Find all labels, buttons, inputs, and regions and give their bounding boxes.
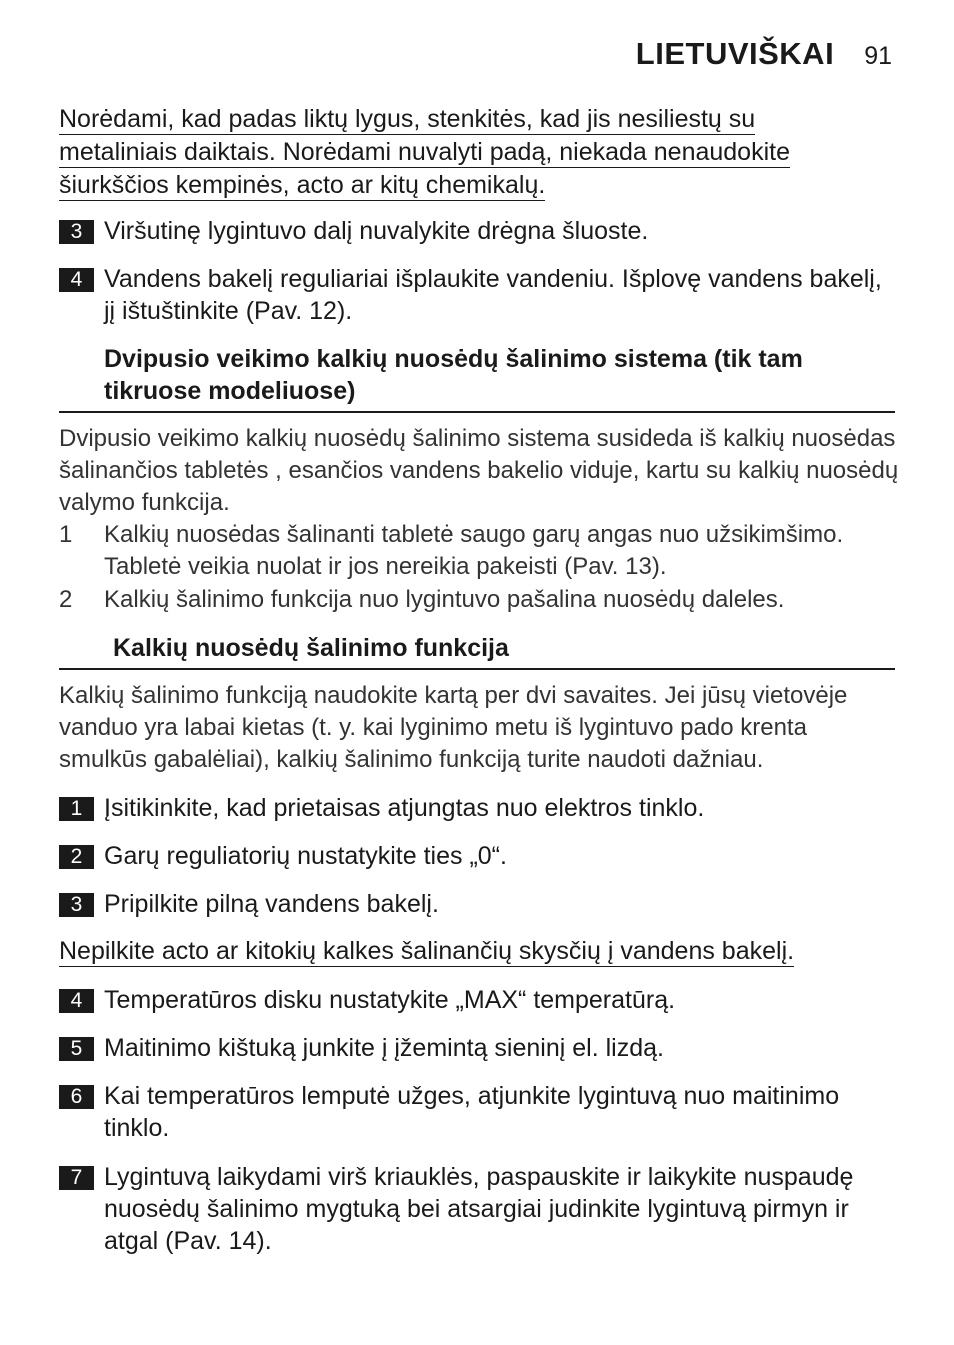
step-number: 2 — [59, 845, 94, 869]
step-7-press-calc-clean — [59, 1161, 899, 1257]
step-number: 5 — [59, 1037, 94, 1061]
section-intro-double-active: Dvipusio veikimo kalkių nuosėdų šalinimo sistema susideda iš kalkių nuosėdas šalinančios tabletės , esančios vandens bakelio viduje, kartu su kalkių nuosėdų valymo funkcija. — [59, 425, 899, 516]
step-number: 4 — [59, 989, 94, 1013]
step-text: Pripilkite pilną vandens bakelį. — [104, 890, 439, 918]
step-3-fill-tank — [59, 888, 899, 920]
step-text: Įsitikinkite, kad prietaisas atjungtas nuo elektros tinklo. — [104, 794, 705, 822]
section-intro-calc-clean: Kalkių šalinimo funkciją naudokite kartą per dvi savaites. Jei jūsų vietovėje vanduo yra labai kietas (t. y. kai lyginimo metu iš lygintuvo pado krenta smulkūs gabalėliai), kalkių šalinimo funkciją turite naudoti dažniau. — [59, 682, 848, 773]
list-item — [59, 584, 899, 616]
step-4-rinse-tank — [59, 263, 899, 327]
warning-soleplate — [59, 104, 790, 203]
warning-line: metaliniais daiktais. Norėdami nuvalyti padą, niekada nenaudokite — [59, 138, 790, 166]
item-number: 2 — [59, 586, 73, 613]
warning-line: Norėdami, kad padas liktų lygus, stenkitės, kad jis nesiliestų su — [59, 105, 756, 133]
step-number: 3 — [59, 893, 94, 917]
step-text: Kai temperatūros lemputė užges, atjunkite lygintuvą nuo maitinimo tinklo. — [104, 1082, 840, 1142]
step-text: Lygintuvą laikydami virš kriauklės, paspauskite ir laikykite nuspaudę nuosėdų šalinimo mygtuką bei atsargiai judinkite lygintuvą pirmyn ir atgal (Pav. 14). — [104, 1163, 854, 1255]
step-6-unplug-after-light — [59, 1080, 899, 1144]
page-number: 91 — [864, 42, 892, 70]
item-text: Kalkių nuosėdas šalinanti tabletė saugo garų angas nuo užsikimšimo. Tabletė veikia nuolat ir jos nereikia pakeisti (Pav. 13). — [104, 521, 844, 580]
list-item — [59, 519, 899, 583]
step-text: Viršutinę lygintuvo dalį nuvalykite drėgna šluoste. — [104, 217, 649, 245]
step-text: Garų reguliatorių nustatykite ties „0“. — [104, 842, 507, 870]
section-title: Kalkių nuosėdų šalinimo funkcija — [113, 634, 509, 662]
step-4-set-max — [59, 984, 899, 1016]
step-text: Vandens bakelį reguliariai išplaukite vandeniu. Išplovę vandens bakelį, jį ištuštinkite (Pav. 12). — [104, 265, 882, 325]
step-number: 1 — [59, 797, 94, 821]
step-2-steam-zero — [59, 840, 899, 872]
step-number: 3 — [59, 220, 94, 244]
step-number: 6 — [59, 1085, 94, 1109]
warning-no-vinegar — [59, 936, 794, 969]
step-number: 7 — [59, 1166, 94, 1190]
item-number: 1 — [59, 521, 73, 548]
page-header — [636, 36, 892, 72]
section-heading-calc-clean — [59, 632, 895, 670]
language-heading: LIETUVIŠKAI — [635, 36, 835, 71]
section-title: Dvipusio veikimo kalkių nuosėdų šalinimo sistema (tik tam tikruose modeliuose) — [104, 345, 803, 405]
step-1-unplug — [59, 792, 899, 824]
item-text: Kalkių šalinimo funkcija nuo lygintuvo pašalina nuosėdų daleles. — [104, 586, 785, 613]
section-heading-double-active — [59, 343, 895, 413]
step-text: Maitinimo kištuką junkite į įžemintą sieninį el. lizdą. — [104, 1034, 664, 1062]
warning-line: šiurkščios kempinės, acto ar kitų chemikalų. — [59, 171, 546, 199]
step-5-plug-in — [59, 1032, 899, 1064]
step-number: 4 — [59, 268, 94, 292]
step-3-clean-top — [59, 215, 899, 247]
step-text: Temperatūros disku nustatykite „MAX“ temperatūrą. — [104, 986, 676, 1014]
warning-line: Nepilkite acto ar kitokių kalkes šalinančių skysčių į vandens bakelį. — [59, 937, 795, 965]
